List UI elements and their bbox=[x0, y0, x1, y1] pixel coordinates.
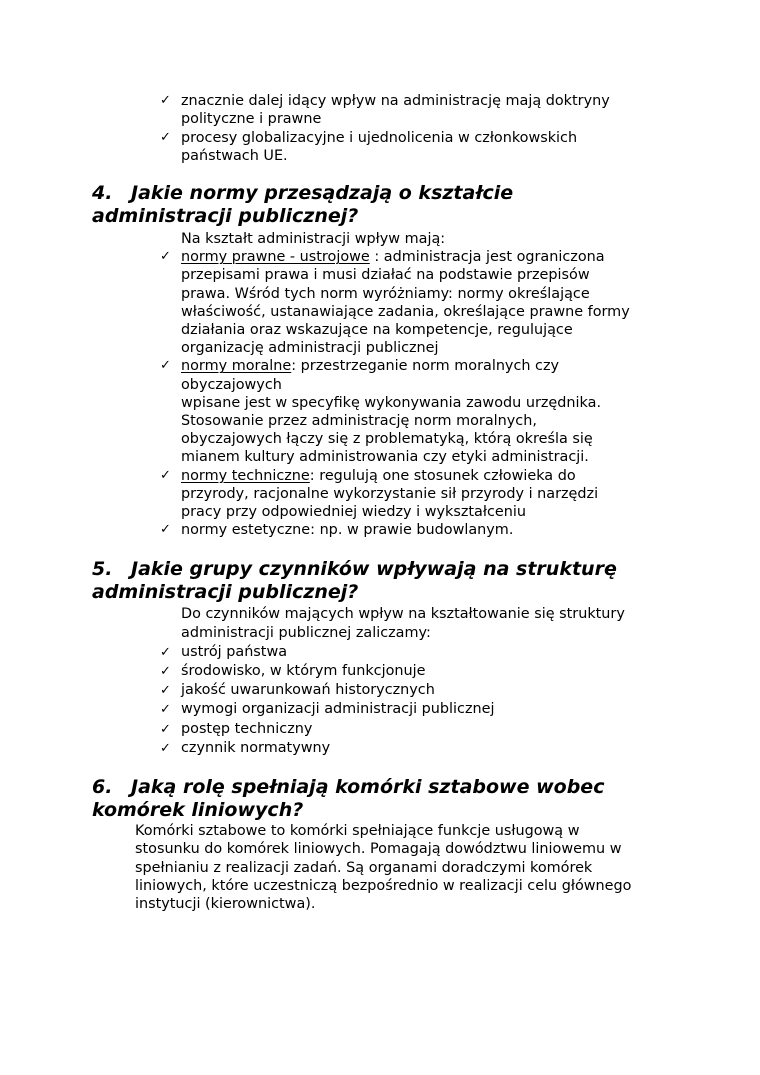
list-item bbox=[160, 92, 610, 129]
list-item-text bbox=[181, 357, 601, 466]
list-item-text: ustrój państwa bbox=[181, 644, 288, 661]
heading-line bbox=[92, 558, 617, 581]
heading-line: administracji publicznej? bbox=[92, 205, 359, 227]
check-icon bbox=[160, 248, 181, 266]
text-line: prawa. Wśród tych norm wyróżniamy: normy określające bbox=[181, 285, 590, 302]
text-line: polityczne i prawne bbox=[181, 111, 322, 128]
list-item-text: wymogi organizacji administracji publicznej bbox=[181, 701, 495, 718]
question-number: 6. bbox=[92, 776, 113, 798]
text-line: mianem kultury administrowania czy etyki administracji. bbox=[181, 449, 589, 466]
answer-6-paragraph bbox=[135, 822, 631, 913]
list-item bbox=[160, 521, 630, 539]
text-line: Stosowanie przez administrację norm moralnych, bbox=[181, 413, 537, 430]
check-icon bbox=[160, 739, 181, 758]
list-item bbox=[160, 720, 625, 739]
check-icon bbox=[160, 643, 181, 662]
intro-bullet-list bbox=[160, 92, 610, 166]
term-label: normy techniczne bbox=[181, 467, 310, 484]
question-heading-4 bbox=[92, 182, 513, 228]
list-item bbox=[160, 739, 625, 758]
text-line: organizację administracji publicznej bbox=[181, 340, 439, 357]
lead-text: administracji publicznej zaliczamy: bbox=[181, 625, 431, 642]
check-icon bbox=[160, 129, 181, 147]
text-line: instytucji (kierownictwa). bbox=[135, 896, 316, 913]
heading-line bbox=[92, 182, 513, 205]
text-line: procesy globalizacyjne i ujednolicenia w członkowskich bbox=[181, 129, 578, 146]
text-line: właściwość, ustanawiające zadania, określające prawne formy bbox=[181, 303, 630, 320]
text-line: znacznie dalej idący wpływ na administrację mają doktryny bbox=[181, 93, 610, 109]
heading-line bbox=[92, 776, 604, 799]
question-number: 5. bbox=[92, 558, 113, 580]
list-item-text bbox=[181, 467, 598, 522]
check-icon bbox=[160, 700, 181, 719]
lead-text: Na kształt administracji wpływ mają: bbox=[181, 231, 446, 247]
check-icon bbox=[160, 521, 181, 539]
list-item-text: jakość uwarunkowań historycznych bbox=[181, 682, 435, 699]
term-label: normy prawne - ustrojowe bbox=[181, 249, 370, 266]
list-item bbox=[160, 467, 630, 522]
list-item bbox=[160, 357, 630, 466]
heading-line: administracji publicznej? bbox=[92, 581, 359, 603]
check-icon bbox=[160, 662, 181, 681]
text-line: spełnianiu z realizacji zadań. Są organami doradczymi komórek bbox=[135, 859, 593, 876]
list-item-text: postęp techniczny bbox=[181, 720, 313, 737]
check-icon bbox=[160, 681, 181, 700]
text-line: pracy przy odpowiedniej wiedzy i wykształceniu bbox=[181, 504, 526, 521]
answer-4 bbox=[160, 230, 630, 539]
check-icon bbox=[160, 92, 181, 110]
question-number: 4. bbox=[92, 182, 113, 204]
list-item-text bbox=[181, 248, 630, 357]
question-heading-6 bbox=[92, 776, 604, 822]
term-description: : regulują one stosunek człowieka do bbox=[309, 467, 576, 484]
list-item-text: czynnik normatywny bbox=[181, 739, 331, 756]
text-line bbox=[181, 357, 601, 375]
text-line: przyrody, racjonalne wykorzystanie sił przyrody i narzędzi bbox=[181, 485, 599, 502]
text-line: wpisane jest w specyfikę wykonywania zawodu urzędnika. bbox=[181, 394, 602, 411]
list-item-text bbox=[181, 129, 577, 166]
heading-line: komórek liniowych? bbox=[92, 799, 304, 821]
list-item bbox=[160, 248, 630, 357]
text-line bbox=[181, 248, 630, 266]
question-title: Jakie normy przesądzają o kształcie bbox=[131, 182, 514, 204]
term-label: normy moralne bbox=[181, 358, 292, 375]
text-line: obyczajowych łączy się z problematyką, którą określa się bbox=[181, 431, 593, 448]
list-item-text bbox=[181, 521, 513, 539]
list-item-text bbox=[181, 92, 610, 129]
answer-5 bbox=[160, 605, 625, 758]
text-line: przepisami prawa i musi działać na podstawie przepisów bbox=[181, 267, 590, 284]
question-title: Jakie grupy czynników wpływają na strukturę bbox=[131, 558, 617, 580]
check-icon bbox=[160, 467, 181, 485]
term-description: : administracja jest ograniczona bbox=[369, 249, 605, 266]
list-item bbox=[160, 129, 610, 166]
text-line: państwach UE. bbox=[181, 148, 288, 165]
text-line: stosunku do komórek liniowych. Pomagają dowództwu liniowemu w bbox=[135, 841, 622, 858]
list-item bbox=[160, 662, 625, 681]
text-line: normy estetyczne: np. w prawie budowlanym. bbox=[181, 522, 514, 539]
list-item bbox=[160, 643, 625, 662]
check-icon bbox=[160, 720, 181, 739]
text-line: Komórki sztabowe to komórki spełniające funkcje usługową w bbox=[135, 823, 580, 839]
text-line bbox=[181, 467, 598, 485]
question-heading-5 bbox=[92, 558, 617, 604]
list-item bbox=[160, 700, 625, 719]
check-icon bbox=[160, 357, 181, 375]
text-line: działania oraz wskazujące na kompetencje, regulujące bbox=[181, 322, 573, 339]
list-item bbox=[160, 681, 625, 700]
lead-text: Do czynników mających wpływ na kształtowanie się struktury bbox=[181, 606, 625, 622]
list-item-text: środowisko, w którym funkcjonuje bbox=[181, 663, 426, 680]
text-line: liniowych, które uczestniczą bezpośrednio w realizacji celu głównego bbox=[135, 877, 632, 894]
text-line: obyczajowych bbox=[181, 376, 282, 393]
question-title: Jaką rolę spełniają komórki sztabowe wobec bbox=[131, 776, 605, 798]
term-description: : przestrzeganie norm moralnych czy bbox=[291, 358, 560, 375]
